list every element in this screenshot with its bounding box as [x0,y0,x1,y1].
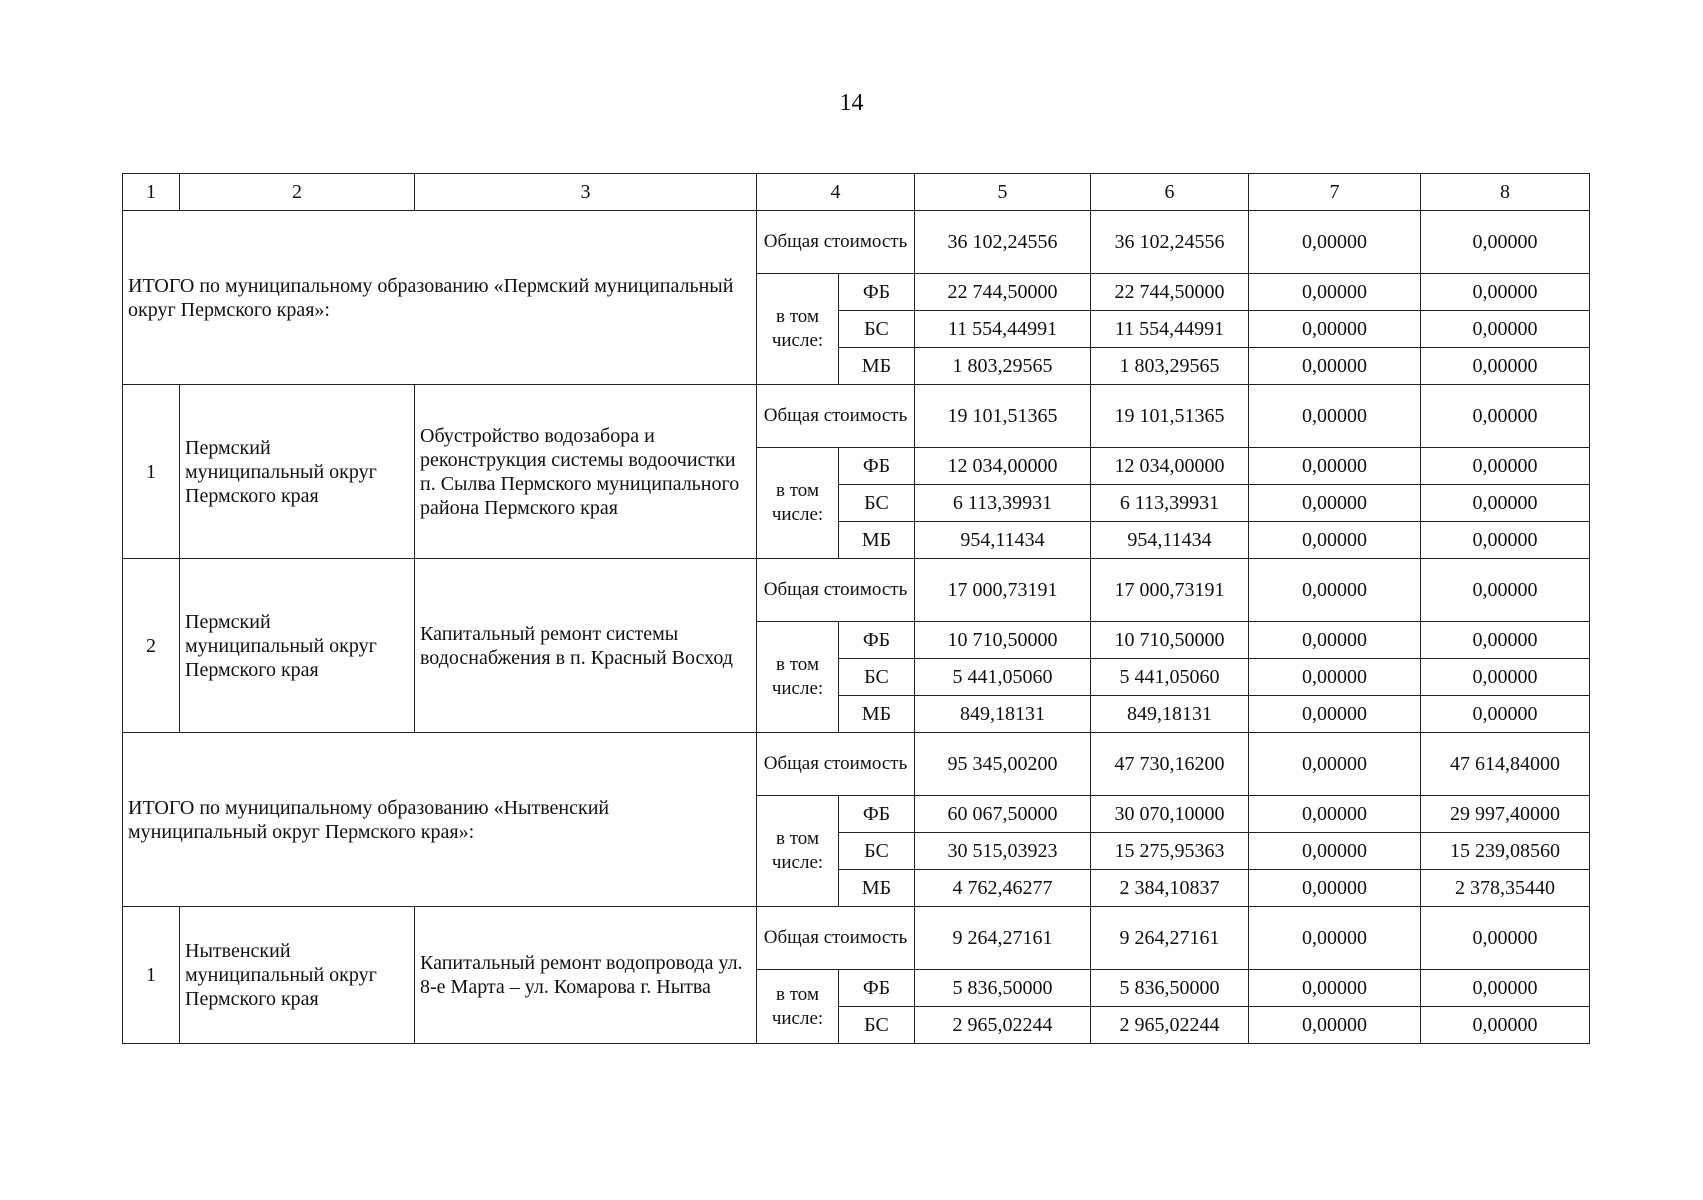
amount-cell: 0,00000 [1421,448,1590,485]
amount-cell: 36 102,24556 [1091,211,1249,274]
object-total-row [123,559,1590,622]
amount-cell: 0,00000 [1249,1007,1421,1044]
municipality-name: Нытвенский муниципальный округ Пермского края [180,907,415,1044]
funding-source-code: ФБ [839,796,915,833]
amount-cell: 29 997,40000 [1421,796,1590,833]
amount-cell: 0,00000 [1421,1007,1590,1044]
municipality-name: Пермский муниципальный округ Пермского края [180,559,415,733]
amount-cell: 0,00000 [1421,485,1590,522]
amount-cell: 95 345,00200 [915,733,1091,796]
amount-cell: 0,00000 [1249,385,1421,448]
amount-cell: 11 554,44991 [1091,311,1249,348]
amount-cell: 1 803,29565 [915,348,1091,385]
amount-cell: 47 614,84000 [1421,733,1590,796]
amount-cell: 0,00000 [1249,733,1421,796]
table-body [123,174,1590,1044]
amount-cell: 0,00000 [1249,559,1421,622]
amount-cell: 0,00000 [1421,211,1590,274]
amount-cell: 19 101,51365 [915,385,1091,448]
amount-cell: 0,00000 [1249,796,1421,833]
amount-cell: 0,00000 [1421,622,1590,659]
amount-cell: 0,00000 [1421,970,1590,1007]
funding-source-code: ФБ [839,970,915,1007]
including-label: в том числе: [757,622,839,733]
column-number: 7 [1249,174,1421,211]
amount-cell: 0,00000 [1249,311,1421,348]
amount-cell: 0,00000 [1421,311,1590,348]
row-number: 2 [123,559,180,733]
funding-source-code: ФБ [839,274,915,311]
including-label: в том числе: [757,970,839,1044]
itogo-total-row [123,211,1590,274]
including-label: в том числе: [757,274,839,385]
amount-cell: 22 744,50000 [1091,274,1249,311]
total-cost-label: Общая стоимость [757,211,915,274]
itogo-label: ИТОГО по муниципальному образованию «Нытвенский муниципальный округ Пермского края»: [123,733,757,907]
amount-cell: 954,11434 [1091,522,1249,559]
funding-source-code: МБ [839,348,915,385]
amount-cell: 0,00000 [1421,385,1590,448]
amount-cell: 954,11434 [915,522,1091,559]
funding-source-code: МБ [839,696,915,733]
municipality-name: Пермский муниципальный округ Пермского края [180,385,415,559]
amount-cell: 4 762,46277 [915,870,1091,907]
funding-source-code: БС [839,311,915,348]
amount-cell: 47 730,16200 [1091,733,1249,796]
funding-source-code: БС [839,1007,915,1044]
column-number: 2 [180,174,415,211]
row-number: 1 [123,907,180,1044]
amount-cell: 0,00000 [1249,622,1421,659]
amount-cell: 15 239,08560 [1421,833,1590,870]
amount-cell: 17 000,73191 [915,559,1091,622]
object-name: Капитальный ремонт водопровода ул. 8-е Марта – ул. Комарова г. Нытва [415,907,757,1044]
including-label: в том числе: [757,796,839,907]
amount-cell: 0,00000 [1421,907,1590,970]
amount-cell: 0,00000 [1249,485,1421,522]
amount-cell: 0,00000 [1421,559,1590,622]
total-cost-label: Общая стоимость [757,559,915,622]
amount-cell: 849,18131 [1091,696,1249,733]
amount-cell: 0,00000 [1249,970,1421,1007]
object-total-row [123,385,1590,448]
amount-cell: 15 275,95363 [1091,833,1249,870]
amount-cell: 1 803,29565 [1091,348,1249,385]
amount-cell: 0,00000 [1421,274,1590,311]
amount-cell: 0,00000 [1249,659,1421,696]
amount-cell: 10 710,50000 [915,622,1091,659]
amount-cell: 0,00000 [1249,696,1421,733]
amount-cell: 0,00000 [1249,348,1421,385]
column-number: 3 [415,174,757,211]
amount-cell: 849,18131 [915,696,1091,733]
amount-cell: 5 441,05060 [915,659,1091,696]
object-name: Обустройство водозабора и реконструкция системы водоочистки п. Сылва Пермского муниципального района Пермского края [415,385,757,559]
amount-cell: 0,00000 [1249,833,1421,870]
amount-cell: 0,00000 [1421,696,1590,733]
amount-cell: 5 836,50000 [1091,970,1249,1007]
budget-table [122,173,1590,1044]
amount-cell: 2 965,02244 [1091,1007,1249,1044]
amount-cell: 0,00000 [1249,448,1421,485]
column-number-row [123,174,1590,211]
amount-cell: 36 102,24556 [915,211,1091,274]
amount-cell: 0,00000 [1421,348,1590,385]
amount-cell: 0,00000 [1249,274,1421,311]
amount-cell: 19 101,51365 [1091,385,1249,448]
funding-source-code: МБ [839,522,915,559]
including-label: в том числе: [757,448,839,559]
amount-cell: 5 836,50000 [915,970,1091,1007]
object-total-row [123,907,1590,970]
amount-cell: 0,00000 [1249,870,1421,907]
amount-cell: 10 710,50000 [1091,622,1249,659]
amount-cell: 0,00000 [1421,659,1590,696]
amount-cell: 2 384,10837 [1091,870,1249,907]
amount-cell: 30 070,10000 [1091,796,1249,833]
amount-cell: 60 067,50000 [915,796,1091,833]
amount-cell: 5 441,05060 [1091,659,1249,696]
amount-cell: 12 034,00000 [1091,448,1249,485]
column-number: 4 [757,174,915,211]
funding-source-code: БС [839,659,915,696]
amount-cell: 12 034,00000 [915,448,1091,485]
column-number: 8 [1421,174,1590,211]
funding-source-code: МБ [839,870,915,907]
funding-source-code: БС [839,833,915,870]
column-number: 1 [123,174,180,211]
amount-cell: 9 264,27161 [1091,907,1249,970]
amount-cell: 0,00000 [1249,522,1421,559]
funding-source-code: ФБ [839,448,915,485]
amount-cell: 30 515,03923 [915,833,1091,870]
row-number: 1 [123,385,180,559]
funding-source-code: БС [839,485,915,522]
column-number: 5 [915,174,1091,211]
total-cost-label: Общая стоимость [757,907,915,970]
total-cost-label: Общая стоимость [757,385,915,448]
amount-cell: 17 000,73191 [1091,559,1249,622]
total-cost-label: Общая стоимость [757,733,915,796]
amount-cell: 6 113,39931 [915,485,1091,522]
amount-cell: 0,00000 [1249,211,1421,274]
itogo-label: ИТОГО по муниципальному образованию «Пермский муниципальный округ Пермского края»: [123,211,757,385]
page-number: 14 [839,90,864,116]
amount-cell: 2 965,02244 [915,1007,1091,1044]
itogo-total-row [123,733,1590,796]
amount-cell: 0,00000 [1249,907,1421,970]
column-number: 6 [1091,174,1249,211]
amount-cell: 2 378,35440 [1421,870,1590,907]
amount-cell: 0,00000 [1421,522,1590,559]
amount-cell: 9 264,27161 [915,907,1091,970]
amount-cell: 22 744,50000 [915,274,1091,311]
object-name: Капитальный ремонт системы водоснабжения в п. Красный Восход [415,559,757,733]
funding-source-code: ФБ [839,622,915,659]
amount-cell: 11 554,44991 [915,311,1091,348]
amount-cell: 6 113,39931 [1091,485,1249,522]
